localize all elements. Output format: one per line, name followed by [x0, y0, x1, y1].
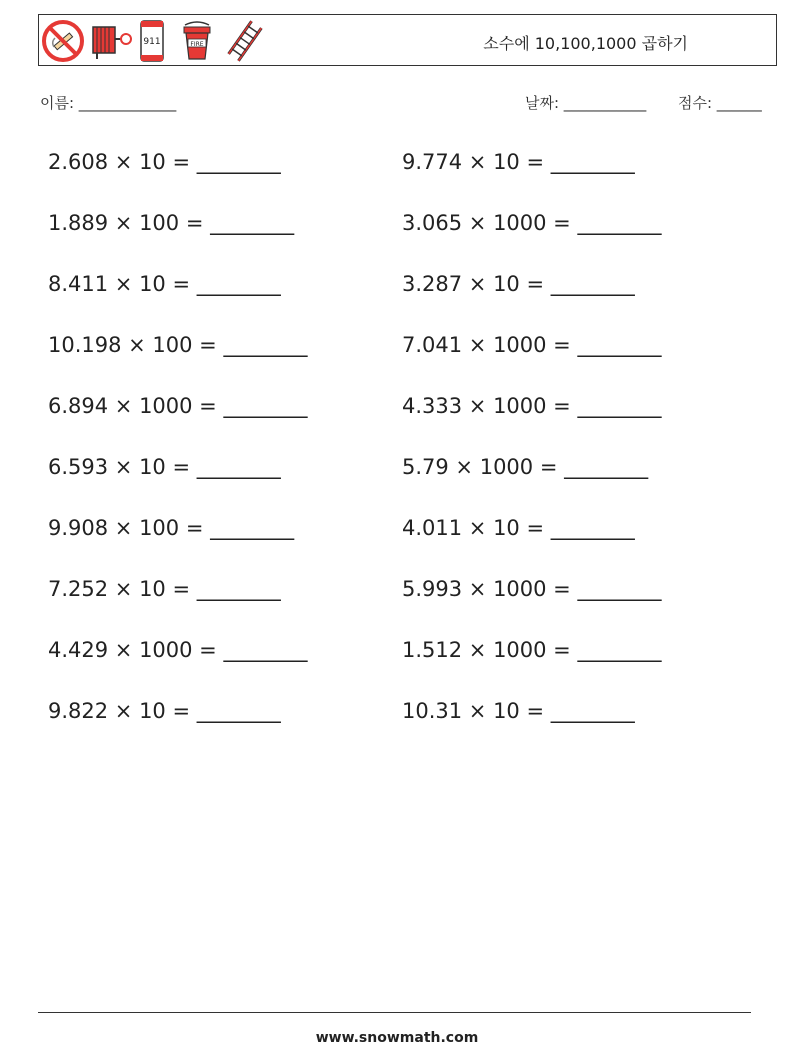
worksheet-title: 소수에 10,100,1000 곱하기: [483, 34, 688, 53]
problem-left-2: 1.889 × 100 = ________: [48, 211, 295, 235]
bucket-fire-text: FIRE: [190, 41, 204, 48]
problem-right-3: 3.287 × 10 = ________: [402, 272, 635, 296]
problem-right-10: 10.31 × 10 = ________: [402, 699, 635, 723]
name-field: 이름: _____________: [40, 94, 177, 112]
phone-911-text: 911: [143, 37, 161, 47]
fire-hose-reel-icon: [89, 19, 133, 63]
score-field: 점수: ______: [678, 94, 762, 112]
problem-left-3: 8.411 × 10 = ________: [48, 272, 281, 296]
problem-left-6: 6.593 × 10 = ________: [48, 455, 281, 479]
problem-left-1: 2.608 × 10 = ________: [48, 150, 281, 174]
problem-right-1: 9.774 × 10 = ________: [402, 150, 635, 174]
problem-left-4: 10.198 × 100 = ________: [48, 333, 308, 357]
ladder-icon: [225, 19, 265, 63]
problem-left-7: 9.908 × 100 = ________: [48, 516, 295, 540]
problem-left-5: 6.894 × 1000 = ________: [48, 394, 308, 418]
no-smoking-icon: [41, 19, 85, 63]
problem-right-6: 5.79 × 1000 = ________: [402, 455, 649, 479]
header-box: [38, 14, 777, 66]
problem-right-7: 4.011 × 10 = ________: [402, 516, 635, 540]
problem-right-9: 1.512 × 1000 = ________: [402, 638, 662, 662]
problem-right-4: 7.041 × 1000 = ________: [402, 333, 662, 357]
problem-left-9: 4.429 × 1000 = ________: [48, 638, 308, 662]
phone-911-icon: [137, 19, 167, 63]
footer-url: www.snowmath.com: [315, 1030, 479, 1046]
problem-right-2: 3.065 × 1000 = ________: [402, 211, 662, 235]
problem-right-5: 4.333 × 1000 = ________: [402, 394, 662, 418]
problem-left-10: 9.822 × 10 = ________: [48, 699, 281, 723]
fire-bucket-icon: [179, 19, 215, 63]
problem-right-8: 5.993 × 1000 = ________: [402, 577, 662, 601]
date-field: 날짜: ___________: [525, 94, 647, 112]
problem-left-8: 7.252 × 10 = ________: [48, 577, 281, 601]
footer-divider: [38, 1012, 751, 1013]
header-icons: [41, 18, 269, 64]
